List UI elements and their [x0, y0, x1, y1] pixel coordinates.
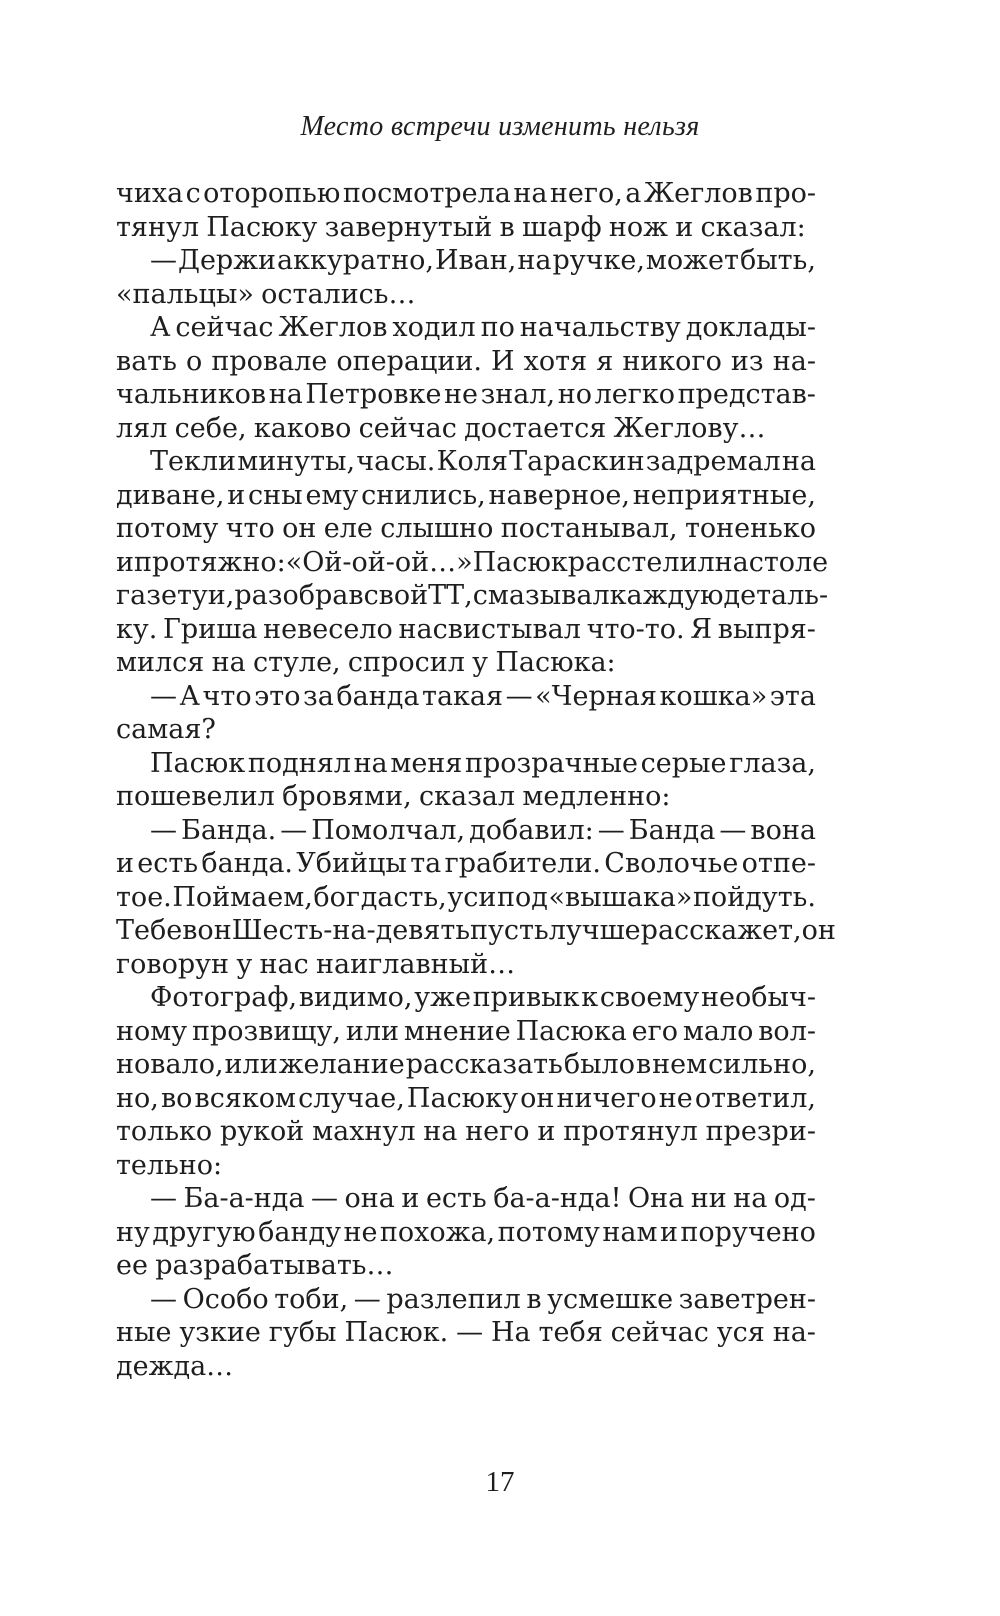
word: Пасюк.	[344, 1317, 449, 1348]
word: —	[353, 1283, 381, 1315]
word: себе,	[174, 412, 247, 444]
word: слышно	[380, 513, 494, 544]
word: Ба-а-нда	[183, 1183, 305, 1214]
word: разобрав	[234, 580, 364, 611]
text-line	[116, 1015, 816, 1049]
word: насвистывал	[398, 613, 581, 645]
word: Пасюка:	[495, 647, 616, 678]
word: на-	[772, 1317, 816, 1348]
word: пошевелил	[116, 781, 275, 812]
word: тоненько	[684, 513, 816, 544]
word: Я	[690, 613, 713, 645]
word: тоби,	[274, 1283, 349, 1315]
word: Сволочье	[604, 848, 739, 879]
word: ТТ,	[428, 580, 473, 611]
word: бог	[313, 881, 361, 913]
word: снились,	[361, 479, 486, 511]
text-line	[116, 1316, 816, 1350]
word: и	[227, 479, 246, 511]
text-line	[116, 479, 816, 513]
text-line	[116, 1350, 816, 1384]
word: такая	[422, 680, 504, 712]
word: сейчас	[610, 1317, 709, 1348]
text-line	[116, 1149, 816, 1183]
word: нож	[608, 211, 668, 243]
word: Поймаем,	[172, 881, 313, 913]
word: Пасюку	[206, 211, 318, 243]
word: банда	[336, 680, 420, 712]
text-line	[116, 278, 816, 312]
word: медленно:	[522, 781, 671, 812]
text-line	[116, 378, 816, 412]
word: «вышака»	[548, 881, 693, 913]
word: кошка»	[659, 680, 768, 712]
word: он	[520, 1082, 555, 1114]
word: в	[499, 211, 515, 243]
word: он	[801, 915, 836, 946]
word: Тараскин	[509, 446, 645, 477]
word: еле	[323, 513, 373, 544]
word: есть	[137, 848, 199, 879]
word: вона	[750, 814, 816, 846]
word: на	[733, 1183, 768, 1214]
word: —	[150, 1283, 177, 1315]
word: не	[658, 1082, 693, 1114]
word: завернутый	[324, 211, 493, 243]
word: рукой	[220, 1116, 305, 1147]
word: узкие	[179, 1317, 261, 1348]
word: мился	[116, 647, 205, 678]
word: рассказать	[405, 1049, 563, 1080]
word: на	[353, 747, 388, 779]
word: легко	[594, 379, 675, 410]
word: в	[635, 1049, 652, 1080]
word: губы	[268, 1317, 337, 1348]
word: сказал	[418, 781, 516, 812]
word: бровями,	[282, 781, 412, 812]
word: деталь-	[723, 580, 829, 611]
word: уже	[414, 982, 471, 1013]
word: нам	[602, 1216, 658, 1248]
word: минуты,	[237, 446, 356, 477]
text-line	[116, 311, 816, 345]
word: у	[236, 948, 253, 980]
word: но	[557, 379, 592, 410]
word: протяжно:	[134, 546, 286, 578]
word: разрабатывать…	[155, 1250, 394, 1281]
word: что-то.	[586, 613, 685, 645]
word: шарф	[521, 211, 602, 243]
word: Убийцы	[296, 848, 407, 879]
text-line	[116, 680, 816, 714]
word: вать	[116, 345, 177, 377]
word: каково	[253, 412, 352, 444]
text-line	[116, 1082, 816, 1116]
word: Тебе	[116, 915, 183, 946]
word: Особо	[182, 1283, 269, 1315]
word: расстелил	[567, 546, 715, 578]
word: на	[781, 446, 816, 477]
word: и	[116, 848, 134, 879]
word: Банда	[628, 814, 716, 846]
word: сны	[248, 479, 303, 511]
word: это	[254, 680, 301, 712]
word: расскажет,	[640, 915, 802, 946]
word: но,	[116, 1082, 159, 1114]
text-line	[116, 579, 829, 613]
word: грабители.	[444, 848, 601, 879]
word: сильно,	[708, 1049, 816, 1080]
word: ничего	[556, 1082, 657, 1114]
word: Жеглов	[278, 312, 388, 343]
word: его	[631, 1015, 679, 1047]
word: быть,	[739, 245, 816, 276]
word: лял	[116, 412, 168, 444]
word: пусть	[470, 915, 549, 946]
word: а	[625, 178, 642, 209]
word: «Черная	[535, 680, 657, 712]
word: на	[517, 245, 552, 276]
text-line	[116, 948, 816, 982]
word: поручено	[680, 1216, 816, 1248]
word: видимо,	[298, 982, 413, 1013]
word: есть	[425, 1183, 487, 1214]
word: Она	[627, 1183, 685, 1214]
word: ни	[690, 1183, 727, 1214]
word: Пасюка	[515, 1015, 627, 1047]
text-line	[116, 211, 816, 245]
word: него	[465, 1116, 530, 1147]
word: ходил	[392, 312, 476, 343]
word: и	[537, 1116, 556, 1147]
word: Текли	[150, 446, 237, 477]
word: и,	[207, 580, 235, 611]
word: уси	[447, 881, 497, 913]
word: под	[496, 881, 548, 913]
text-line	[116, 1283, 816, 1317]
word: смазывал	[472, 580, 610, 611]
text-line	[116, 847, 816, 881]
word: на	[423, 1116, 458, 1147]
word: добавил:	[469, 814, 594, 846]
word: он	[282, 513, 317, 544]
word: —	[597, 814, 625, 846]
word: другую	[152, 1216, 256, 1248]
word: аккуратно,	[277, 245, 434, 276]
word: Держи	[178, 245, 277, 276]
word: за	[303, 680, 334, 712]
word: каждую	[609, 580, 724, 611]
word: посмотрела	[342, 178, 511, 209]
word: и	[675, 211, 694, 243]
word: спросил	[347, 647, 465, 678]
word: ручке,	[552, 245, 645, 276]
word: сейчас	[175, 312, 274, 343]
word: усмешке	[547, 1283, 674, 1315]
text-line	[116, 546, 829, 580]
word: эта	[769, 680, 816, 712]
word: хотя	[523, 345, 588, 377]
text-line	[116, 1048, 816, 1082]
word: —	[150, 245, 177, 276]
word: Банда.	[180, 814, 277, 846]
word: самая?	[116, 714, 216, 745]
word: не	[444, 379, 478, 410]
word: Жеглов	[643, 178, 753, 209]
word: —	[505, 680, 533, 712]
word: необыч-	[701, 982, 816, 1013]
word: ные	[116, 1317, 172, 1348]
word: доклады-	[685, 312, 816, 343]
word: не	[343, 1216, 378, 1248]
word: чиха	[116, 178, 184, 209]
word: свой	[363, 580, 429, 611]
text-line	[116, 412, 816, 446]
word: оторопью	[203, 178, 341, 209]
word: —	[150, 1183, 177, 1214]
word: похожа,	[379, 1216, 496, 1248]
text-line	[116, 177, 816, 211]
word: выпря-	[717, 613, 816, 645]
word: прозрачные	[465, 747, 638, 779]
word: отпе-	[741, 848, 816, 879]
word: серые	[640, 747, 727, 779]
word: ответил,	[694, 1082, 816, 1114]
word: вон	[182, 915, 232, 946]
word: задремал	[645, 446, 781, 477]
word: знал,	[480, 379, 556, 410]
text-line	[116, 914, 836, 948]
word: —	[311, 1183, 339, 1214]
word: что	[202, 680, 252, 712]
word: «Ой-ой-ой…»	[285, 546, 473, 578]
word: та	[410, 848, 442, 879]
word: сейчас	[358, 412, 457, 444]
word: может	[645, 245, 739, 276]
word: глаза,	[729, 747, 816, 779]
word: своему	[599, 982, 700, 1013]
text-line	[116, 1216, 816, 1250]
text-line	[116, 881, 816, 915]
word: од-	[773, 1183, 816, 1214]
word: из	[730, 345, 764, 377]
word: него,	[549, 178, 623, 209]
word: мнение	[403, 1015, 511, 1047]
word: никого	[622, 345, 722, 377]
word: ну	[116, 1216, 150, 1248]
text-line	[116, 244, 816, 278]
word: представ-	[677, 379, 816, 410]
text-line	[116, 713, 816, 747]
word: на	[714, 546, 749, 578]
word: лучше	[548, 915, 641, 946]
word: о	[186, 345, 203, 377]
word: по	[480, 312, 515, 343]
text-line	[116, 445, 816, 479]
word: —	[150, 680, 177, 712]
word: вол-	[758, 1015, 816, 1047]
word: уся	[716, 1317, 765, 1348]
word: тельно:	[116, 1149, 223, 1181]
word: Помолчал,	[311, 814, 466, 846]
word: на	[513, 178, 548, 209]
text-line	[116, 780, 816, 814]
word: ее	[116, 1250, 148, 1281]
word: ему	[305, 479, 359, 511]
word: во	[160, 1082, 193, 1114]
word: наверное,	[488, 479, 630, 511]
word: начальству	[519, 312, 681, 343]
word: желание	[278, 1049, 405, 1080]
word: Шесть-на-девять	[231, 915, 471, 946]
word: и	[401, 1183, 420, 1214]
word: или	[224, 1049, 278, 1080]
word: всяком	[194, 1082, 297, 1114]
word: На	[490, 1317, 531, 1348]
word: диване,	[116, 479, 225, 511]
word: привык	[472, 982, 580, 1013]
word: Фотограф,	[150, 982, 298, 1013]
word: презри-	[705, 1116, 816, 1147]
word: столе	[748, 546, 829, 578]
text-line	[116, 981, 816, 1015]
word: потому	[116, 513, 219, 544]
text-line	[116, 1249, 816, 1283]
word: Гриша	[163, 613, 258, 645]
word: стуле,	[252, 647, 341, 678]
word: тое.	[116, 881, 172, 913]
word: и	[116, 546, 134, 578]
word: чальников	[116, 379, 267, 410]
word: что	[225, 513, 275, 544]
word: Иван,	[434, 245, 517, 276]
word: постанывал,	[500, 513, 678, 544]
word: —	[150, 814, 177, 846]
word: Пасюк	[472, 546, 568, 578]
word: достается	[464, 412, 607, 444]
word: газету	[116, 580, 208, 611]
word: меня	[390, 747, 463, 779]
word: часы.	[356, 446, 436, 477]
word: дасть,	[360, 881, 447, 913]
word: И	[491, 345, 515, 377]
running-header: Место встречи изменить нельзя	[300, 111, 700, 142]
word: «пальцы»	[116, 278, 254, 310]
word: банда.	[201, 848, 293, 879]
word: нас	[259, 948, 309, 980]
word: сказал:	[700, 211, 806, 243]
word: или	[345, 1015, 399, 1047]
word: в	[526, 1283, 542, 1315]
text-line	[116, 747, 816, 781]
word: заветрен-	[678, 1283, 816, 1315]
word: к	[581, 982, 599, 1013]
body-text	[116, 177, 836, 1383]
word: наиглавный…	[315, 948, 516, 980]
word: операции.	[336, 345, 482, 377]
word: с	[185, 178, 201, 209]
word: было	[563, 1049, 635, 1080]
word: нем	[652, 1049, 708, 1080]
word: остались…	[261, 278, 416, 310]
word: случае,	[298, 1082, 405, 1114]
text-line	[116, 646, 816, 680]
word: —	[456, 1317, 484, 1348]
word: А	[150, 312, 171, 343]
word: невесело	[263, 613, 393, 645]
word: и	[659, 1216, 678, 1248]
word: пойдуть.	[692, 881, 816, 913]
word: разлепил	[386, 1283, 521, 1315]
word: неприятные,	[632, 479, 816, 511]
word: прозвищу,	[191, 1015, 341, 1047]
word: она	[344, 1183, 395, 1214]
page-number: 17	[485, 1466, 515, 1498]
word: тянул	[116, 211, 200, 243]
word: на-	[772, 345, 816, 377]
text-line	[116, 512, 816, 546]
word: ба-а-нда!	[493, 1183, 622, 1214]
word: у	[472, 647, 489, 678]
word: тебя	[538, 1317, 603, 1348]
word: говорун	[116, 948, 230, 980]
word: на	[268, 379, 303, 410]
text-line	[116, 1182, 816, 1216]
word: банду	[258, 1216, 341, 1248]
word: Пасюк	[150, 747, 246, 779]
text-line	[116, 1115, 816, 1149]
word: ному	[116, 1015, 188, 1047]
word: про-	[755, 178, 816, 209]
text-line	[116, 613, 816, 647]
word: мало	[682, 1015, 754, 1047]
word: провале	[211, 345, 328, 377]
word: протянул	[563, 1116, 698, 1147]
word: Коля	[436, 446, 508, 477]
word: Петровке	[305, 379, 442, 410]
text-line	[116, 814, 816, 848]
word: на	[211, 647, 246, 678]
word: махнул	[312, 1116, 416, 1147]
text-line	[116, 345, 816, 379]
word: —	[719, 814, 747, 846]
word: поднял	[247, 747, 351, 779]
word: Жеглову…	[613, 412, 766, 444]
word: только	[116, 1116, 213, 1147]
word: ку.	[116, 613, 158, 645]
word: —	[280, 814, 308, 846]
word: А	[179, 680, 200, 712]
word: Пасюку	[406, 1082, 518, 1114]
word: дежда…	[116, 1350, 234, 1382]
word: потому	[497, 1216, 600, 1248]
word: новало,	[116, 1049, 224, 1080]
word: я	[596, 345, 614, 377]
